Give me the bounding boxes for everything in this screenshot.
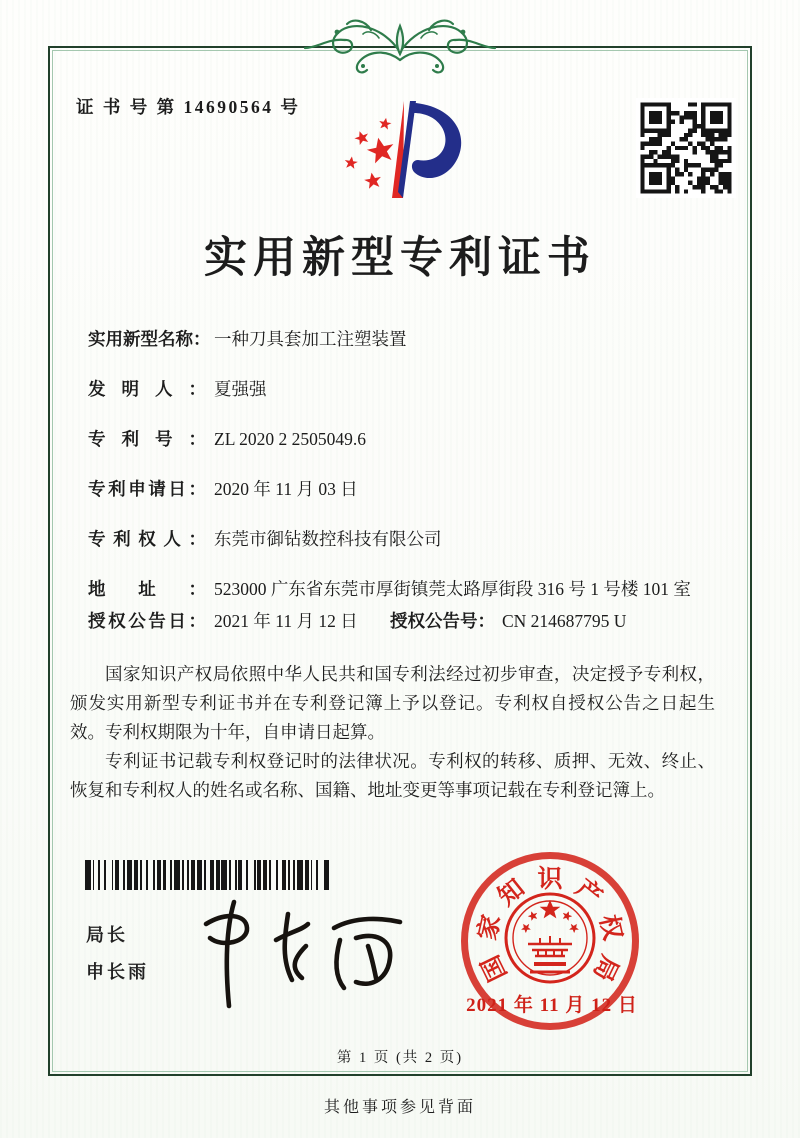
field-row-patent-number: [88, 425, 733, 453]
field-label: 授权公告日：: [88, 611, 206, 631]
seal-date: 2021 年 11 月 12 日: [466, 995, 638, 1016]
field-label: 专利权人：: [88, 529, 206, 549]
back-note: 其他事项参见背面: [323, 1099, 476, 1116]
signatory-block: [86, 921, 149, 995]
field-value: 523000 广东省东莞市厚街镇莞太路厚街段 316 号 1 号楼 101 室: [214, 579, 691, 599]
field-label: 发明人：: [88, 379, 206, 399]
field-value: 东莞市御钻数控科技有限公司: [214, 529, 442, 549]
certificate-title: 实用新型专利证书: [204, 235, 596, 282]
page-number: 第 1 页 (共 2 页): [336, 1050, 464, 1066]
commissioner-signature: [188, 888, 420, 1010]
field-row-utility-model-name: [88, 325, 733, 353]
qr-code-icon: [636, 98, 736, 198]
field-value: ZL 2020 2 2505049.6: [214, 429, 366, 449]
field-row-patentee: [88, 525, 733, 553]
field-gazette-number: [390, 607, 626, 635]
field-value: 2021 年 11 月 12 日: [214, 611, 358, 631]
signatory-title: 局长: [86, 925, 128, 945]
seal-ring: 国 家 知 识 产 权 局: [474, 866, 626, 986]
field-label: 地址：: [88, 579, 206, 599]
field-label: 专利号：: [88, 429, 206, 449]
national-emblem-icon: [500, 888, 600, 988]
field-value: 一种刀具套加工注塑装置: [214, 329, 407, 349]
barcode: [85, 860, 341, 890]
field-label: 授权公告号：: [390, 611, 495, 631]
field-row-address: [88, 575, 733, 603]
certificate-fields: [88, 325, 733, 657]
field-row-inventor: [88, 375, 733, 403]
field-label: 实用新型名称：: [88, 329, 211, 349]
field-row-grant-date: [88, 607, 733, 635]
field-value: 夏强强: [214, 379, 267, 399]
top-flourish-ornament-icon: [275, 8, 525, 82]
field-label: 专利申请日：: [88, 479, 206, 499]
legal-paragraph-register: 专利证书记载专利权登记时的法律状况。专利权的转移、质押、无效、终止、恢复和专利权人的姓名或名称、国籍、地址变更等事项记载在专利登记簿上。: [70, 751, 715, 800]
legal-paragraph-grant: 国家知识产权局依照中华人民共和国专利法经过初步审查，决定授予专利权，颁发实用新型专利证书并在专利登记簿上予以登记。专利权自授权公告之日起生效。专利权期限为十年，自申请日起算。: [70, 664, 715, 742]
field-row-filing-date: [88, 475, 733, 503]
signatory-name: 申长雨: [86, 962, 149, 982]
certificate-number: 证 书 号 第 14690564 号: [76, 97, 301, 117]
legal-text: [70, 660, 715, 805]
field-value: CN 214687795 U: [502, 611, 627, 631]
field-value: 2020 年 11 月 03 日: [214, 479, 358, 499]
cnipa-logo-icon: [324, 96, 476, 204]
cnipa-official-seal: [461, 852, 639, 1030]
